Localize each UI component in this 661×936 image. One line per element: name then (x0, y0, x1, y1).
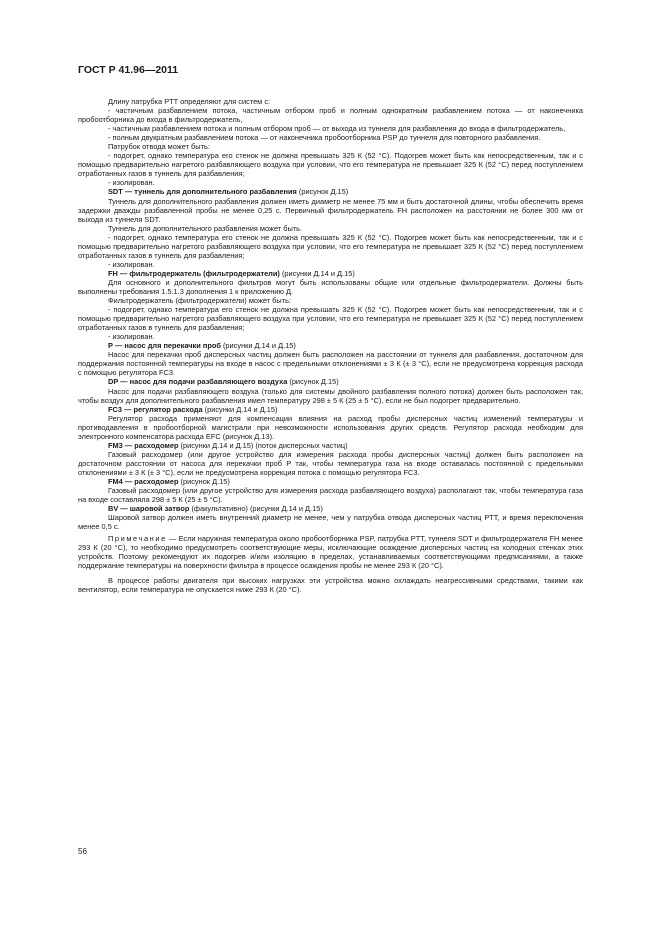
heading-reference: (рисунок Д.15) (178, 476, 230, 486)
paragraph: Фильтродержатель (фильтродержатели) может быть: (108, 296, 292, 306)
final-paragraph: В процессе работы двигателя при высоких нагрузках эти устройства можно охлаждать неагрессивными средствами, такими как вентилятор, если температура не опускается ниже 293 К (20 °С). (78, 576, 583, 595)
body-text (78, 97, 583, 595)
paragraph: Газовый расходомер (или другое устройство для измерения расхода пробы дисперсных частиц) должен быть расположен на достаточном расстоянии от насоса для перекачки проб Р так, чтобы температура газа на входе оставалась постоянной с предельными отклонениями ± 3 К (± 3 °С), если не предусмотрена коррекция потока с помощью регулятора FC3. (78, 449, 583, 477)
section-heading (78, 441, 583, 450)
paragraph: Туннель для дополнительного разбавления может быть. (108, 223, 303, 233)
note-text: — Если наружная температура около пробоотборника PSP, патрубка PTT, туннеля SDT и фильтродержателя FH менее 293 К (20 °С), то необходимо предусмотреть соответствующие меры, исключающие осаждение дисперсных частиц на холодных стенках этих устройств. Поэтому рекомендуют их подогрев и/или изоляцию в пределах, устанавливаемых соответствующими предписаниями, а также поддержание температуры на поверхности фильтра в процессе осаждения пробы не менее 293 К (20 °С). (78, 534, 583, 571)
paragraph: - подогрет, однако температура его стенок не должна превышать 325 К (52 °С). Подогрев может быть как непосредственным, так и с помощью предварительно нагретого разбавляющего воздуха при условии, что его температура не превышает 325 К (52 °С) перед поступлением отработанных газов в туннель для разбавления; (78, 151, 583, 179)
paragraph: - изолирован. (108, 332, 155, 342)
heading-term: FH — фильтродержатель (фильтродержатели) (108, 268, 280, 278)
note-paragraph (78, 534, 583, 570)
heading-reference: (рисунки Д.14 и Д.15) (220, 341, 296, 351)
heading-term: DP — насос для подачи разбавляющего воздуха (108, 377, 288, 387)
heading-reference: (рисунок Д.15) (287, 377, 339, 387)
heading-term: FM3 — расходомер (108, 440, 179, 450)
paragraph: Газовый расходомер (или другое устройство для измерения расхода разбавляющего воздуха) располагают так, чтобы температура газа на входе составляла 298 ± 5 К (25 ± 5 °С). (78, 486, 583, 505)
heading-term: FM4 — расходомер (108, 476, 179, 486)
section-heading (78, 377, 583, 386)
note-label: Примечание (108, 534, 167, 544)
paragraph: Насос для подачи разбавляющего воздуха (только для системы двойного разбавления полного потока) должен быть расположен так, чтобы воздух для дополнительного разбавления имел температуру 298 ± 5 К (25 ± 5 °С), если не был подогрет предварительно. (78, 386, 583, 405)
paragraph: Туннель для дополнительного разбавления должен иметь диаметр не менее 75 мм и быть достаточной длины, чтобы обеспечить время задержки дважды разбавленной пробы не менее 0,25 с. Первичный фильтродержатель FH расположен на расстоянии не более 300 мм от выхода из туннеля SDT. (78, 196, 583, 224)
section-heading (78, 187, 583, 196)
document-header: ГОСТ Р 41.96—2011 (78, 64, 179, 76)
section-heading (78, 477, 583, 486)
heading-term: Р — насос для перекачки проб (108, 341, 221, 351)
heading-reference: (рисунок Д.15) (296, 187, 349, 197)
heading-reference: (факультативно) (рисунки Д.14 и Д.15) (189, 504, 323, 514)
heading-term: FC3 — регулятор расхода (108, 404, 203, 414)
paragraph: - полным двукратным разбавлением потока — от наконечника пробоотборника PSP до туннеля для повторного разбавления. (108, 133, 541, 143)
paragraph: - изолирован. (108, 178, 155, 188)
heading-reference: (рисунки Д.14 и Д.15) (279, 268, 355, 278)
section-heading (78, 504, 583, 513)
paragraph: - частичным разбавлением потока и полным отбором проб — от выхода из туннеля для разбавления до входа в фильтродержатель, (108, 124, 566, 134)
section-heading (78, 269, 583, 278)
paragraph: Регулятор расхода применяют для компенсации влияния на расход пробы дисперсных частиц изменений температуры и противодавления в пробоотборной магистрали при невозможности использования других средств. Регулятор расхода необходим для электронного компенсатора расхода EFC (рисунок Д.13). (78, 413, 583, 441)
section-heading (78, 405, 583, 414)
paragraph: - подогрет, однако температура его стенок не должна превышать 325 К (52 °С). Подогрев может быть как непосредственным, так и с помощью предварительно нагретого разбавляющего воздуха при условии, что его температура не превышает 325 К (52 °С) перед поступлением отработанных газов в туннель для разбавления; (78, 305, 583, 333)
page-number: 56 (78, 847, 87, 856)
heading-reference: (рисунки Д.14 и Д.15) (поток дисперсных частиц) (178, 440, 348, 450)
paragraph: Для основного и дополнительного фильтров могут быть использованы общие или отдельные фильтродержатели. Должны быть выполнены требования 1.5.1.3 дополнения 1 к приложению Д. (78, 277, 583, 296)
section-heading (78, 341, 583, 350)
paragraph: Патрубок отвода может быть: (108, 142, 210, 152)
paragraph: Шаровой затвор должен иметь внутренний диаметр не менее, чем у патрубка отвода дисперсных частиц PTT, и время переключения менее 0,5 с. (78, 513, 583, 532)
paragraph: - изолирован. (108, 259, 155, 269)
paragraph: - подогрет, однако температура его стенок не должна превышать 325 К (52 °С). Подогрев может быть как непосредственным, так и с помощью предварительно нагретого разбавляющего воздуха при условии, что его температура не превышает 325 К (52 °С) перед поступлением отработанных газов в туннель для разбавления; (78, 232, 583, 260)
paragraph: - частичным разбавлением потока, частичным отбором проб и полным однократным разбавлением потока — от наконечника пробоотборника до входа в фильтродержатель, (78, 106, 583, 125)
heading-term: BV — шаровой затвор (108, 504, 190, 514)
paragraph: Насос для перекачки проб дисперсных частиц должен быть расположен на расстоянии от туннеля для разбавления, достаточном для поддержания постоянной температуры на входе в насос с предельными отклонениями ± 3 К (± 3 °С), если не предусмотрена коррекция расхода с помощью регулятора FC3. (78, 350, 583, 378)
heading-reference: (рисунки Д.14 и Д.15) (202, 404, 278, 414)
paragraph: Длину патрубка PTT определяют для систем с: (108, 97, 271, 106)
heading-term: SDT — туннель для дополнительного разбавления (108, 187, 297, 197)
